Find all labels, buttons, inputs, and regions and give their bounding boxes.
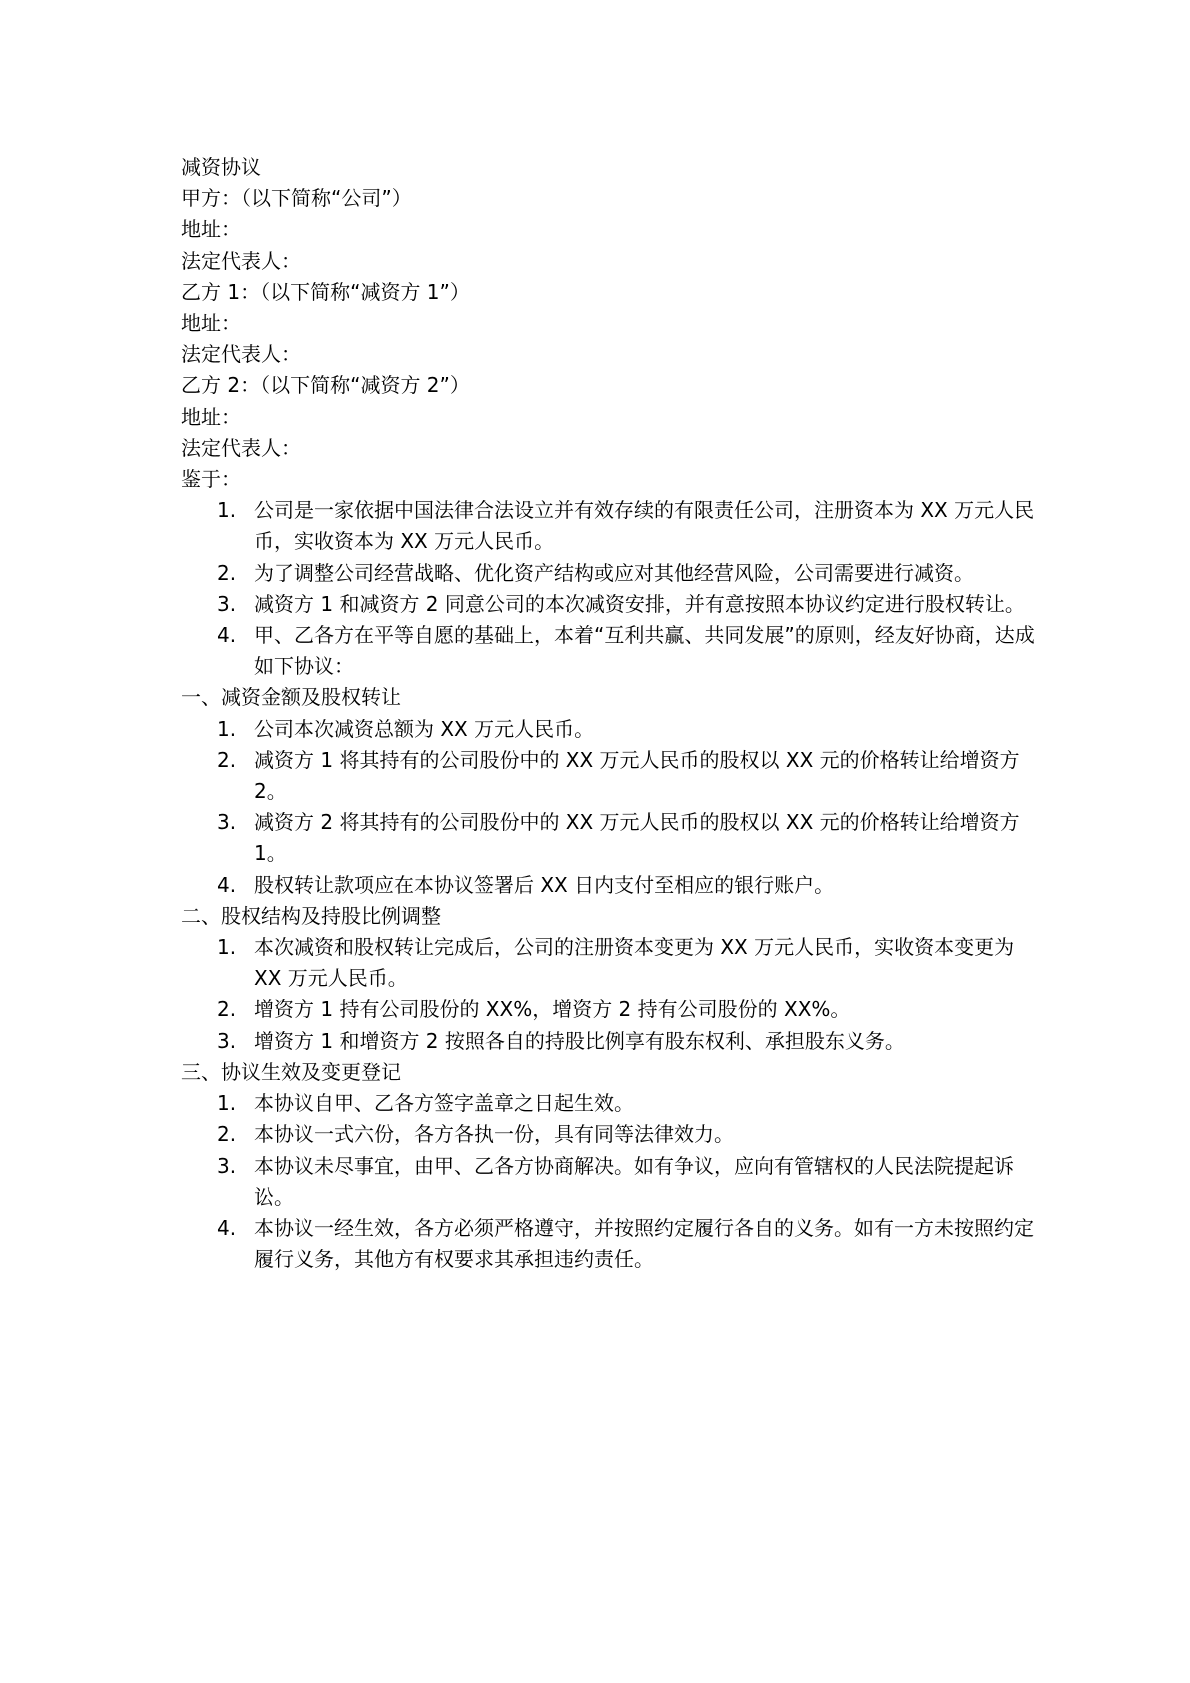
list-item-text: 为了调整公司经营战略、优化资产结构或应对其他经营风险，公司需要进行减资。 [254,560,974,585]
list-item-number: 4. [217,623,237,648]
list-item-text: 减资方 1 将其持有的公司股份中的 XX 万元人民币的股权以 XX 元的价格转让给增资方 2。 [254,747,1020,804]
party-b2-address: 地址： [181,404,241,429]
list-item-number: 1. [217,716,237,741]
list-item [181,1213,1041,1275]
party-b2-line: 乙方 2：（以下简称“减资方 2”） [181,373,470,398]
list-item [181,994,1041,1025]
list-item-number: 4. [217,872,237,897]
list-item [181,807,1041,869]
list-item-text: 本协议未尽事宜，由甲、乙各方协商解决。如有争议，应向有管辖权的人民法院提起诉讼。 [254,1153,1014,1209]
list-item-text: 本协议一经生效，各方必须严格遵守，并按照约定履行各自的义务。如有一方未按照约定履行义务，其他方有权要求其承担违约责任。 [254,1215,1034,1272]
list-item-text: 本次减资和股权转让完成后，公司的注册资本变更为 XX 万元人民币，实收资本变更为 XX 万元人民币。 [254,935,1015,991]
list-item-number: 3. [217,810,237,835]
list-item-number: 4. [217,1215,237,1240]
list-item [181,1119,1041,1150]
document-title: 减资协议 [181,155,261,179]
party-a-line: 甲方：（以下简称“公司”） [181,186,412,211]
list-item [181,620,1041,682]
section-2-heading: 二、股权结构及持股比例调整 [181,903,441,928]
list-item-text: 增资方 1 持有公司股份的 XX%，增资方 2 持有公司股份的 XX%。 [254,997,851,1022]
party-a-address: 地址： [181,217,241,242]
list-item [181,745,1041,807]
document-page [181,152,1041,1275]
list-item [181,1026,1041,1057]
list-item-text: 股权转让款项应在本协议签署后 XX 日内支付至相应的银行账户。 [254,872,835,897]
list-item-number: 2. [217,1122,237,1147]
section-1-heading: 一、减资金额及股权转让 [181,685,401,710]
section-1-list [181,714,1041,901]
list-item [181,1088,1041,1119]
list-item [181,495,1041,557]
section-3-list [181,1088,1041,1275]
whereas-list [181,495,1041,682]
list-item-text: 减资方 1 和减资方 2 同意公司的本次减资安排，并有意按照本协议约定进行股权转让。 [254,591,1025,616]
list-item-text: 甲、乙各方在平等自愿的基础上，本着“互利共赢、共同发展”的原则，经友好协商，达成如下协议： [254,623,1035,679]
list-item [181,870,1041,901]
list-item-text: 公司本次减资总额为 XX 万元人民币。 [254,716,595,741]
list-item [181,589,1041,620]
list-item [181,1151,1041,1213]
list-item-number: 1. [217,498,237,523]
party-b2-representative: 法定代表人： [181,435,301,460]
party-a-representative: 法定代表人： [181,248,301,273]
list-item-text: 减资方 2 将其持有的公司股份中的 XX 万元人民币的股权以 XX 元的价格转让给增资方 1。 [254,810,1020,866]
whereas-heading: 鉴于： [181,467,241,492]
list-item-number: 2. [217,997,237,1022]
list-item-number: 1. [217,1091,237,1116]
list-item-number: 2. [217,560,237,585]
party-b1-representative: 法定代表人： [181,342,301,367]
party-b1-address: 地址： [181,311,241,336]
list-item-number: 2. [217,747,237,772]
list-item-number: 3. [217,1028,237,1053]
section-2-list [181,932,1041,1057]
list-item-number: 3. [217,1153,237,1178]
list-item-text: 本协议一式六份，各方各执一份，具有同等法律效力。 [254,1122,734,1147]
list-item-number: 3. [217,591,237,616]
list-item [181,932,1041,994]
party-b1-line: 乙方 1：（以下简称“减资方 1”） [181,279,470,304]
list-item-text: 本协议自甲、乙各方签字盖章之日起生效。 [254,1091,634,1116]
list-item-text: 公司是一家依据中国法律合法设立并有效存续的有限责任公司，注册资本为 XX 万元人民币，实收资本为 XX 万元人民币。 [254,498,1035,554]
list-item-text: 增资方 1 和增资方 2 按照各自的持股比例享有股东权利、承担股东义务。 [254,1028,905,1053]
list-item [181,558,1041,589]
list-item-number: 1. [217,935,237,960]
section-3-heading: 三、协议生效及变更登记 [181,1059,401,1084]
list-item [181,714,1041,745]
